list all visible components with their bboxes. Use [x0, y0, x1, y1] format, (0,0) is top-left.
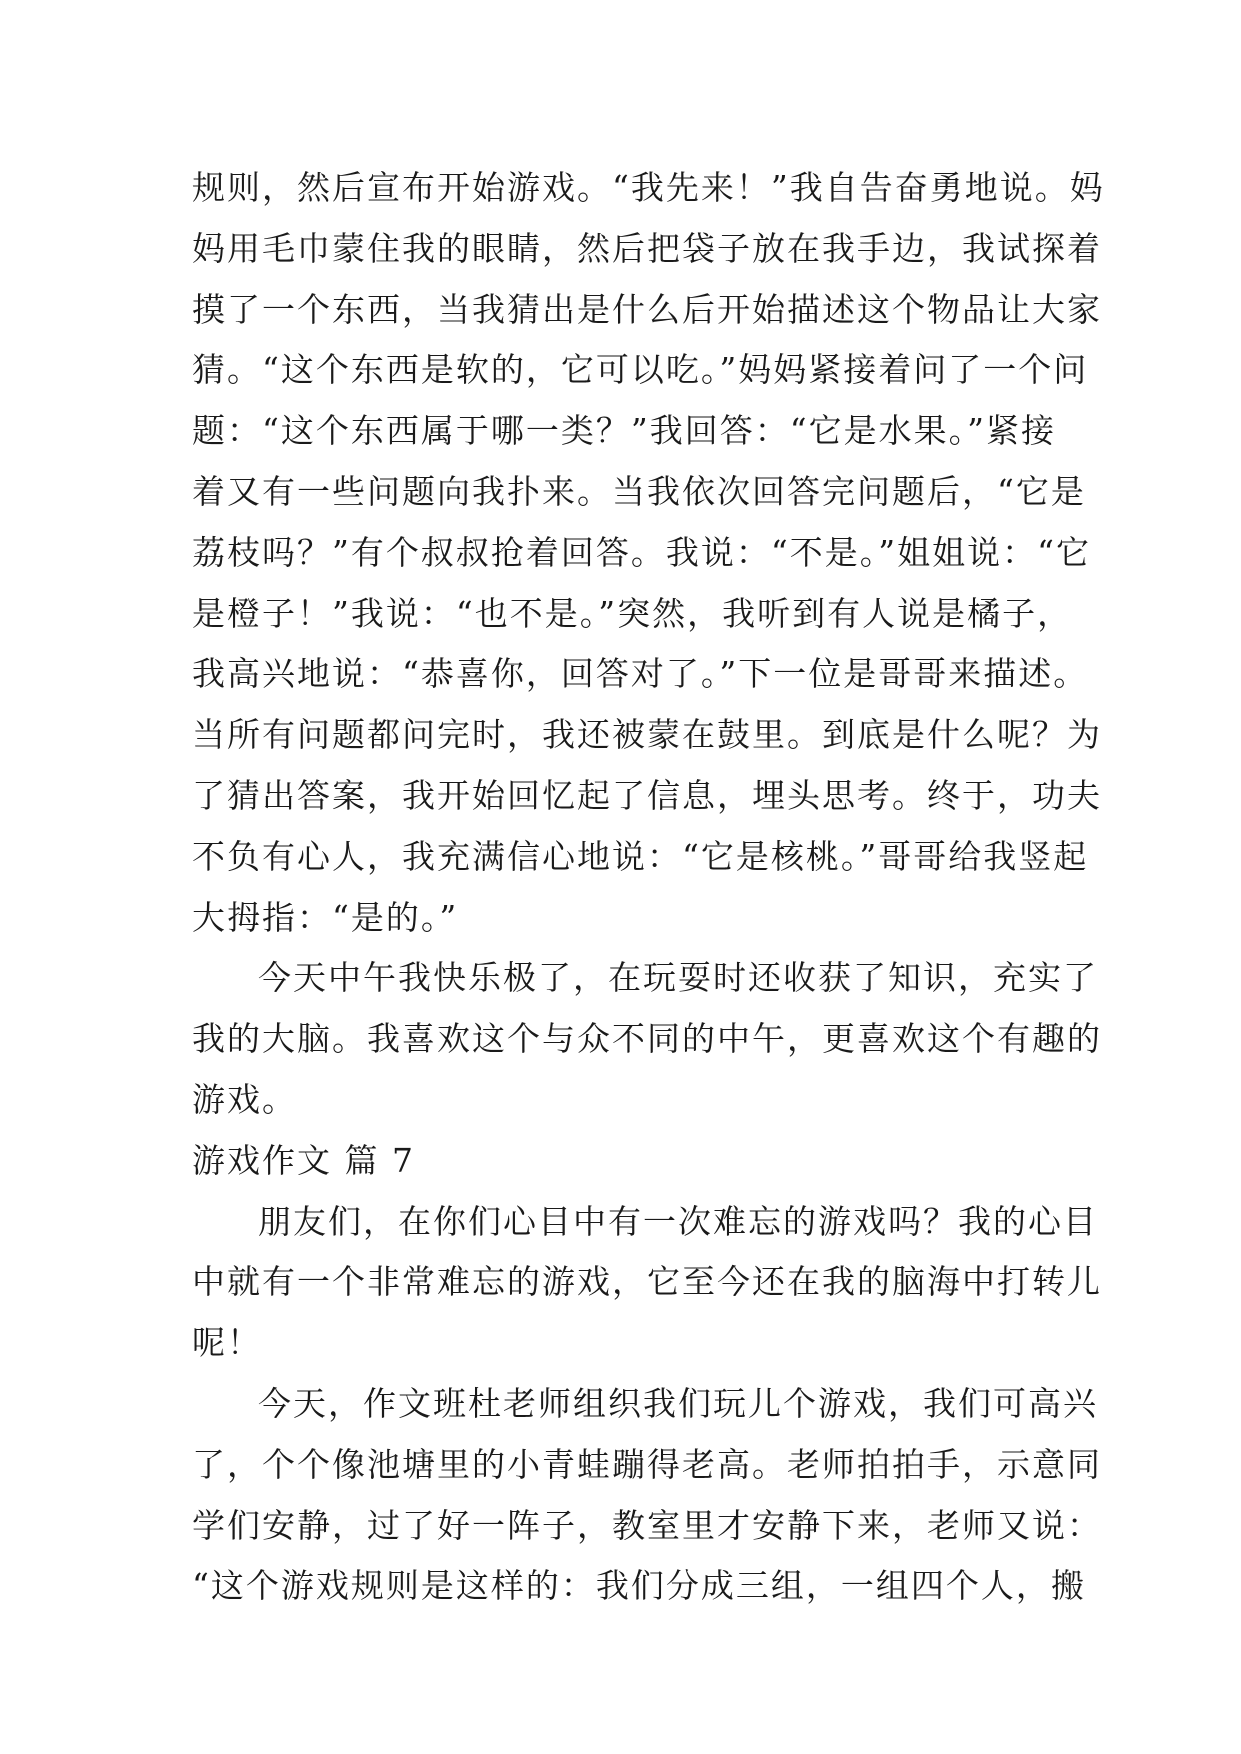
text-line: 规则，然后宣布开始游戏。“我先来！”我自告奋勇地说。妈	[192, 168, 1105, 207]
section-heading: 游戏作文 篇 7	[192, 1140, 415, 1180]
text-line: 学们安静，过了好一阵子，教室里才安静下来，老师又说：	[192, 1505, 1102, 1545]
paragraph-first-line: 今天中午我快乐极了，在玩耍时还收获了知识，充实了	[258, 958, 1098, 998]
text-line: 了猜出答案，我开始回忆起了信息，埋头思考。终于，功夫	[192, 775, 1102, 815]
paragraph-first-line: 今天，作文班杜老师组织我们玩儿个游戏，我们可高兴	[258, 1383, 1098, 1423]
text-line: 当所有问题都问完时，我还被蒙在鼓里。到底是什么呢？为	[192, 715, 1102, 755]
paragraph-first-line: 朋友们，在你们心目中有一次难忘的游戏吗？我的心目	[258, 1201, 1098, 1241]
text-line: 我高兴地说：“恭喜你，回答对了。”下一位是哥哥来描述。	[192, 654, 1089, 694]
text-line: 猜。“这个东西是软的，它可以吃。”妈妈紧接着问了一个问	[192, 350, 1089, 390]
text-line: 妈用毛巾蒙住我的眼睛，然后把袋子放在我手边，我试探着	[192, 228, 1102, 268]
text-line: 荔枝吗？”有个叔叔抢着回答。我说：“不是。”姐姐说：“它	[192, 532, 1091, 572]
text-line: 游戏。	[192, 1079, 297, 1119]
text-line: 我的大脑。我喜欢这个与众不同的中午，更喜欢这个有趣的	[192, 1019, 1102, 1059]
text-line: “这个游戏规则是这样的：我们分成三组，一组四个人，搬	[192, 1566, 1086, 1606]
text-line: 中就有一个非常难忘的游戏，它至今还在我的脑海中打转儿	[192, 1262, 1102, 1302]
text-line: 题：“这个东西属于哪一类？”我回答：“它是水果。”紧接	[192, 411, 1056, 451]
text-line: 摸了一个东西，当我猜出是什么后开始描述这个物品让大家	[192, 289, 1102, 329]
essay-body	[192, 158, 1105, 1617]
text-line: 大拇指：“是的。”	[192, 897, 459, 937]
text-line: 了，个个像池塘里的小青蛙蹦得老高。老师拍拍手，示意同	[192, 1444, 1102, 1484]
text-line: 呢！	[192, 1323, 262, 1363]
text-line: 不负有心人，我充满信心地说：“它是核桃。”哥哥给我竖起	[192, 836, 1089, 876]
text-line: 着又有一些问题向我扑来。当我依次回答完问题后，“它是	[192, 471, 1086, 511]
text-line: 是橙子！”我说：“也不是。”突然，我听到有人说是橘子，	[192, 593, 1073, 633]
